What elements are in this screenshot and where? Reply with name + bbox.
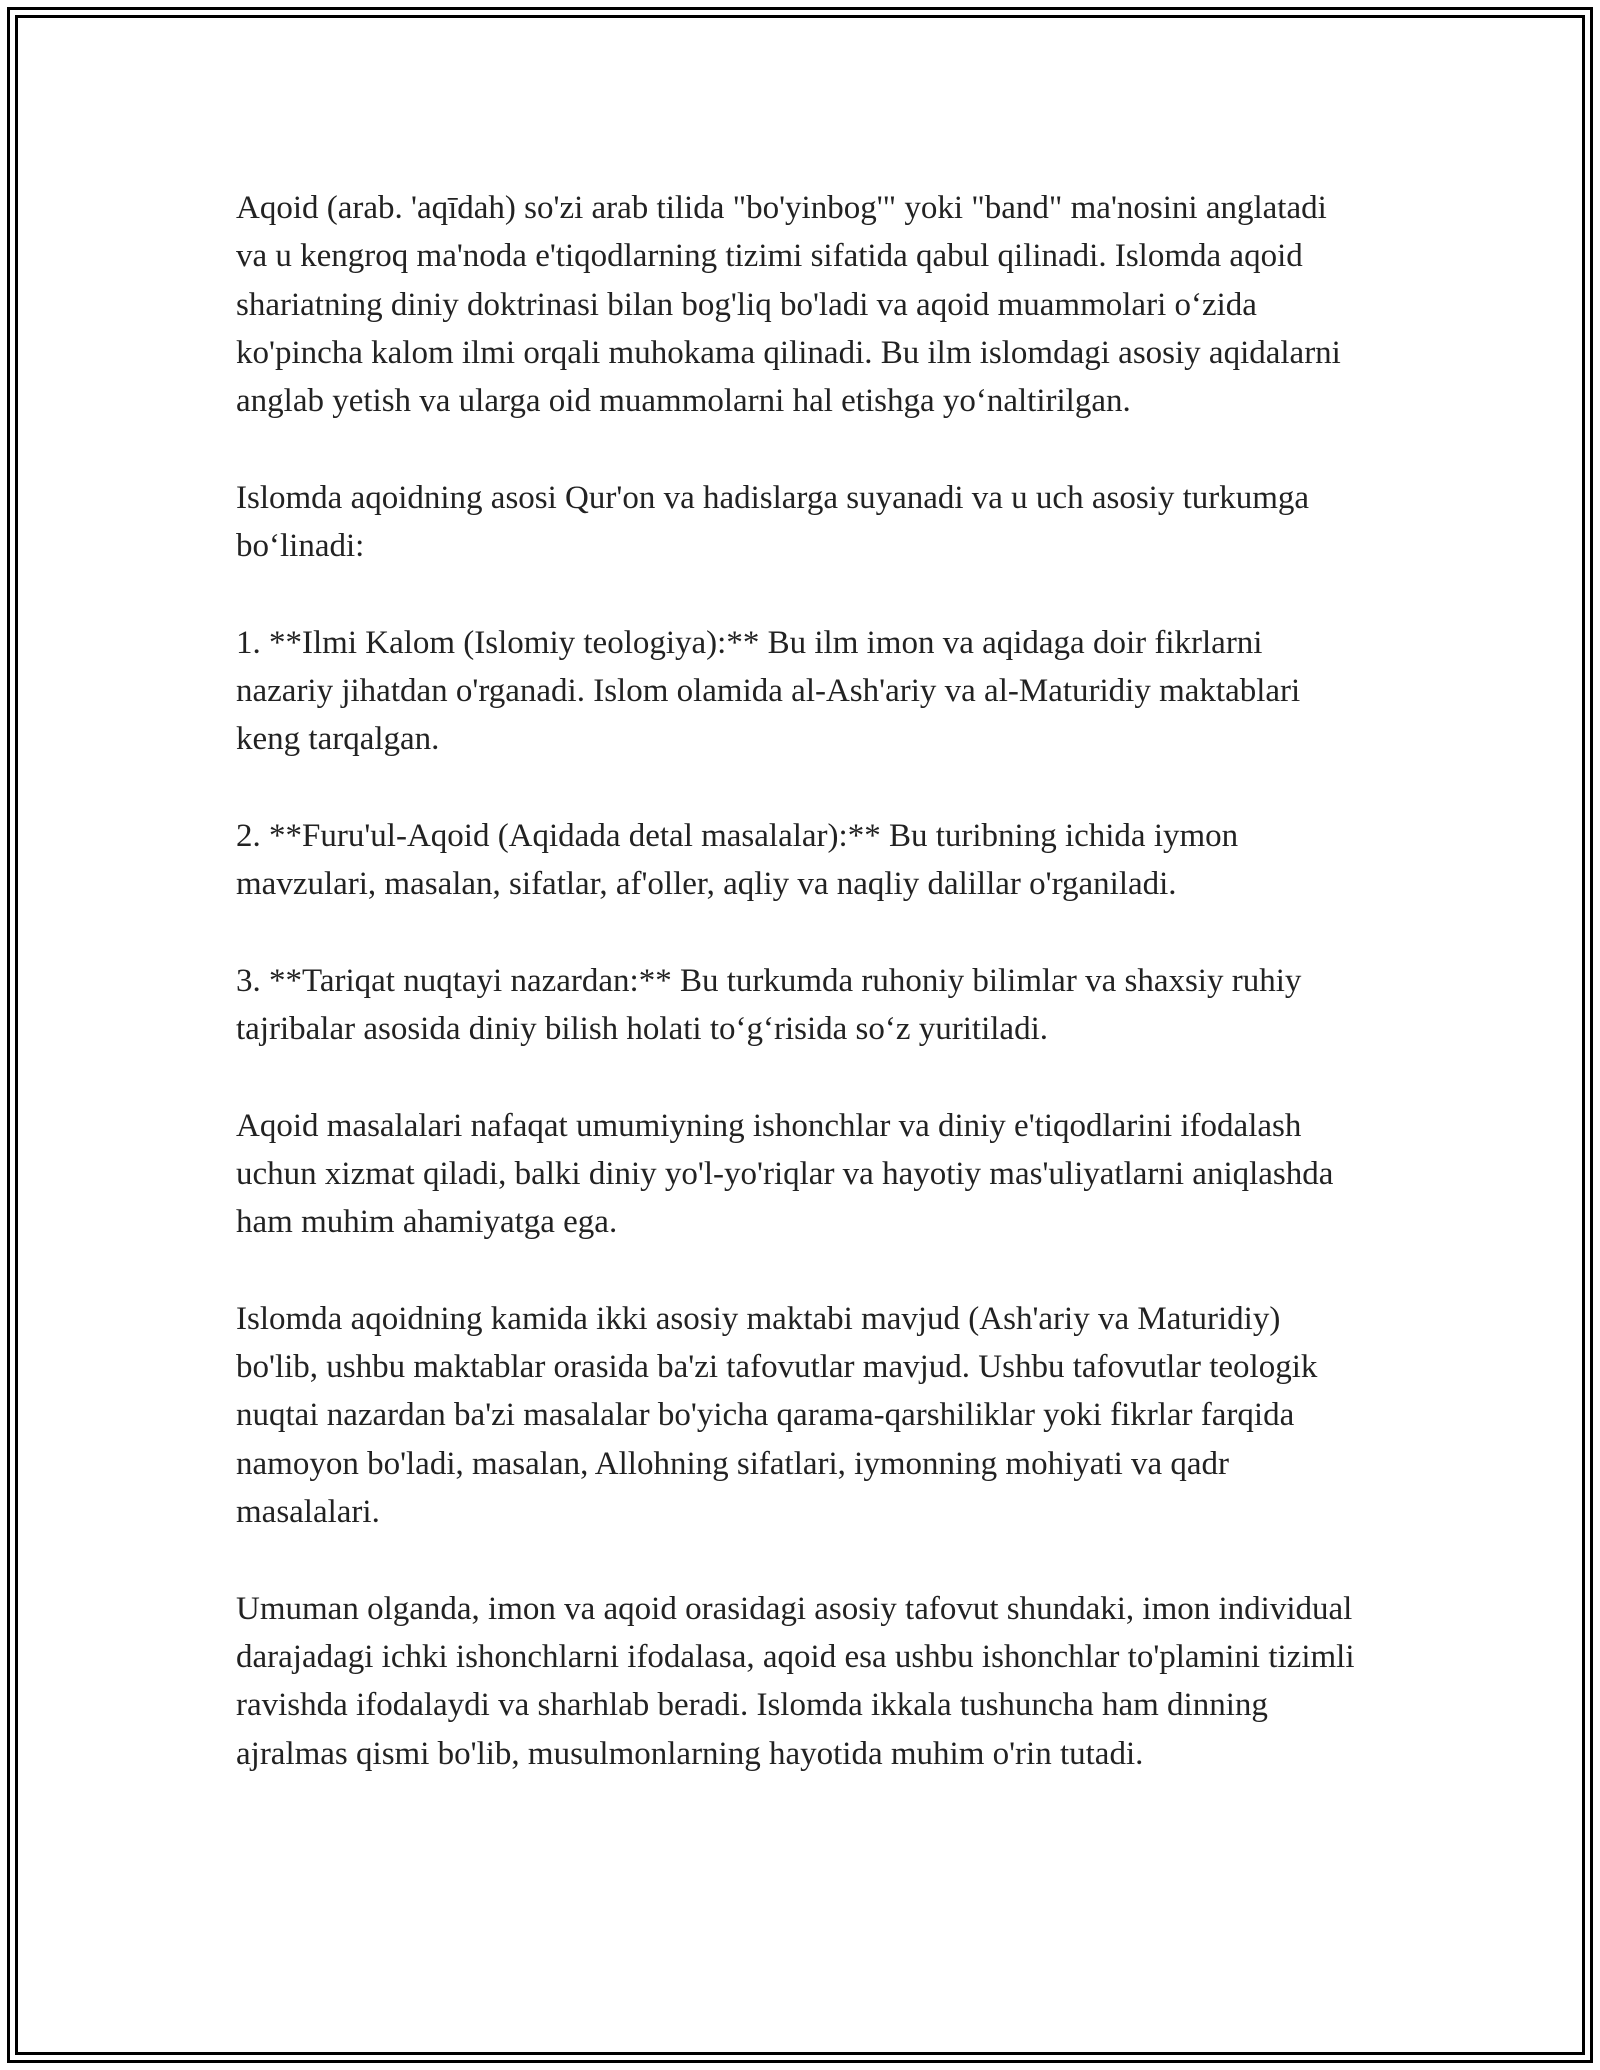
paragraph-item-2: 2. **Furu'ul-Aqoid (Aqidada detal masalalar):** Bu turibning ichida iymon mavzulari, masalan, sifatlar, af'oller, aqliy va naqliy dalillar o'rganiladi. [236,817,1239,903]
paragraph-significance: Aqoid masalalari nafaqat umumiyning ishonchlar va diniy e'tiqodlarini ifodalash uchun xizmat qiladi, balki diniy yo'l-yo'riqlar va hayotiy mas'uliyatlarni aniqlashda ham muhim ahamiyatga ega. [236,1107,1334,1241]
paragraph-item-1: 1. **Ilmi Kalom (Islomiy teologiya):** Bu ilm imon va aqidaga doir fikrlarni nazariy jihatdan o'rganadi. Islom olamida al-Ash'ariy va al-Maturidiy maktablari keng tarqalgan. [236,624,1301,758]
paragraph-intro: Aqoid (arab. 'aqīdah) so'zi arab tilida "bo'yinbog'" yoki "band" ma'nosini anglatadi va u kengroq ma'noda e'tiqodlarning tizimi sifatida qabul qilinadi. Islomda aqoid shariatning diniy doktrinasi bilan bog'liq bo'ladi va aqoid muammolari o‘zida ko'pincha kalom ilmi orqali muhokama qilinadi. Bu ilm islomdagi asosiy aqidalarni anglab yetish va ularga oid muammolarni hal etishga yo‘naltirilgan. [236,190,1341,420]
paragraph-item-3: 3. **Tariqat nuqtayi nazardan:** Bu turkumda ruhoniy bilimlar va shaxsiy ruhiy tajribalar asosida diniy bilish holati to‘g‘risida so‘z yuritiladi. [236,962,1302,1048]
document-body [236,184,1366,1778]
paragraph-schools: Islomda aqoidning kamida ikki asosiy maktabi mavjud (Ash'ariy va Maturidiy) bo'lib, ushbu maktablar orasida ba'zi tafovutlar mavjud. Ushbu tafovutlar teologik nuqtai nazardan ba'zi masalalar bo'yicha qarama-qarshiliklar yoki fikrlar farqida namoyon bo'ladi, masalan, Allohning sifatlari, iymonning mohiyati va qadr masalalari. [236,1300,1318,1531]
paragraph-categories-intro: Islomda aqoidning asosi Qur'on va hadislarga suyanadi va u uch asosiy turkumga bo‘linadi: [236,479,1310,565]
paragraph-conclusion: Umuman olganda, imon va aqoid orasidagi asosiy tafovut shundaki, imon individual darajadagi ichki ishonchlarni ifodalasa, aqoid esa ushbu ishonchlar to'plamini tizimli ravishda ifodalaydi va sharhlab beradi. Islomda ikkala tushuncha ham dinning ajralmas qismi bo'lib, musulmonlarning hayotida muhim o'rin tutadi. [236,1590,1355,1772]
